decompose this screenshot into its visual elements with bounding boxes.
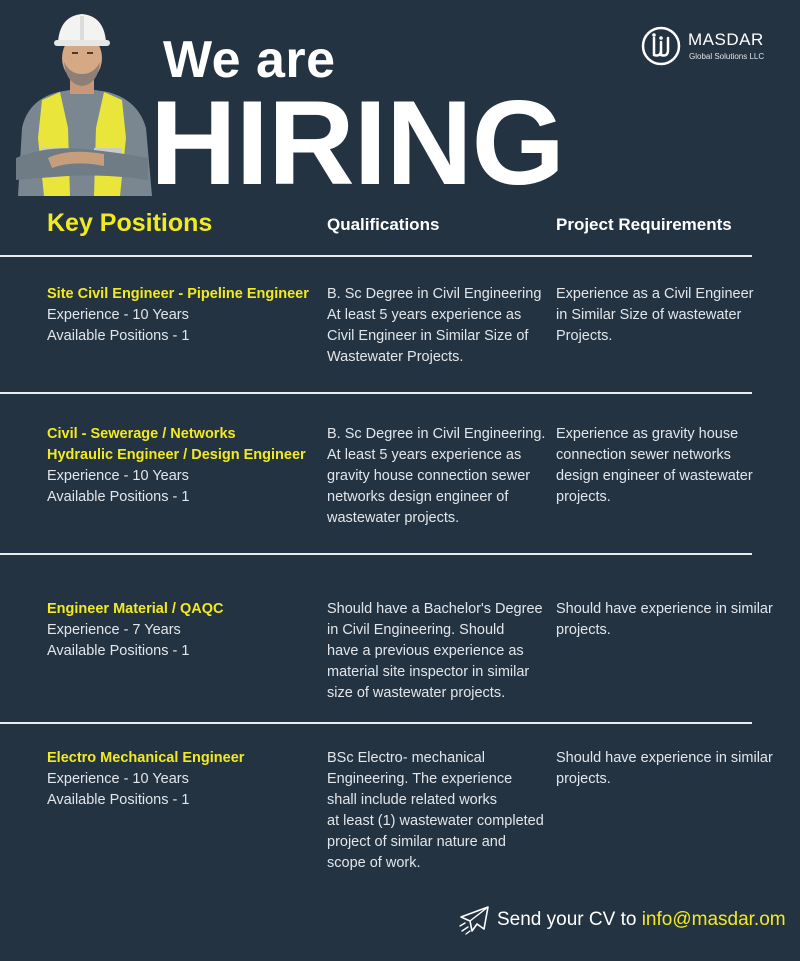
qualification-line: Wastewater Projects. [327, 349, 464, 365]
requirement-cell [556, 599, 796, 641]
qualification-line: shall include related works [327, 792, 498, 808]
position-experience: Experience - 10 Years [47, 771, 189, 787]
qualification-line: material site inspector in similar [327, 664, 530, 680]
qualification-line: Civil Engineer in Similar Size of [327, 328, 529, 344]
requirement-cell [556, 424, 796, 508]
qualification-line: gravity house connection sewer [327, 468, 531, 484]
requirement-line: projects. [556, 489, 611, 505]
paper-plane-icon [458, 904, 490, 936]
column-header-key-positions: Key Positions [47, 209, 213, 237]
requirement-line: projects. [556, 771, 611, 787]
position-available: Available Positions - 1 [47, 328, 190, 344]
requirement-line: Experience as a Civil Engineer [556, 286, 754, 302]
qualification-line: At least 5 years experience as [327, 447, 522, 463]
qualification-line: project of similar nature and [327, 834, 506, 850]
requirement-cell [556, 284, 796, 347]
requirement-line: connection sewer networks [556, 447, 731, 463]
qualification-line: at least (1) wastewater completed [327, 813, 544, 829]
position-cell [47, 284, 317, 347]
qualification-line: B. Sc Degree in Civil Engineering. [327, 426, 546, 442]
qualification-line: networks design engineer of [327, 489, 509, 505]
send-cv-text [497, 909, 786, 931]
qualification-cell [327, 748, 549, 874]
qualification-cell [327, 424, 549, 529]
requirement-line: Should have experience in similar [556, 601, 773, 617]
logo-name: MASDAR [688, 30, 764, 49]
qualification-line: wastewater projects. [327, 510, 460, 526]
position-cell [47, 424, 317, 508]
masdar-logo-mark [641, 26, 681, 66]
position-title: Civil - Sewerage / Networks [47, 426, 236, 442]
divider [0, 553, 752, 555]
qualification-line: At least 5 years experience as [327, 307, 522, 323]
qualification-cell [327, 599, 549, 704]
qualification-cell [327, 284, 549, 368]
qualification-line: B. Sc Degree in Civil Engineering [327, 286, 542, 302]
divider [0, 722, 752, 724]
position-available: Available Positions - 1 [47, 643, 190, 659]
qualification-line: Should have a Bachelor's Degree [327, 601, 543, 617]
position-experience: Experience - 7 Years [47, 622, 181, 638]
qualification-line: in Civil Engineering. Should [327, 622, 505, 638]
construction-worker-illustration [8, 8, 156, 196]
position-available: Available Positions - 1 [47, 489, 190, 505]
position-title: Site Civil Engineer - Pipeline Engineer [47, 286, 309, 302]
requirement-line: projects. [556, 622, 611, 638]
column-header-project-requirements: Project Requirements [556, 215, 732, 234]
qualification-line: size of wastewater projects. [327, 685, 506, 701]
requirement-line: in Similar Size of wastewater [556, 307, 742, 323]
send-cv-footer [458, 904, 786, 938]
position-title: Electro Mechanical Engineer [47, 750, 245, 766]
divider [0, 255, 752, 257]
qualification-line: BSc Electro- mechanical [327, 750, 485, 766]
email-link[interactable]: info@masdar.om [641, 909, 786, 930]
position-experience: Experience - 10 Years [47, 468, 189, 484]
logo-subtitle: Global Solutions LLC [689, 52, 765, 61]
requirement-line: Experience as gravity house [556, 426, 739, 442]
requirement-line: Should have experience in similar [556, 750, 773, 766]
company-logo [641, 26, 781, 70]
position-available: Available Positions - 1 [47, 792, 190, 808]
cta-label: Send your CV to [497, 909, 642, 930]
requirement-line: Projects. [556, 328, 613, 344]
qualification-line: Engineering. The experience [327, 771, 513, 787]
qualification-line: scope of work. [327, 855, 421, 871]
column-header-qualifications: Qualifications [327, 215, 440, 234]
headline-hiring: HIRING [150, 76, 564, 210]
position-title: Hydraulic Engineer / Design Engineer [47, 447, 306, 463]
headline-we-are: We are [163, 31, 336, 89]
requirement-cell [556, 748, 796, 790]
position-experience: Experience - 10 Years [47, 307, 189, 323]
position-cell [47, 599, 317, 662]
qualification-line: have a previous experience as [327, 643, 524, 659]
position-cell [47, 748, 317, 811]
requirement-line: design engineer of wastewater [556, 468, 753, 484]
position-title: Engineer Material / QAQC [47, 601, 224, 617]
divider [0, 392, 752, 394]
